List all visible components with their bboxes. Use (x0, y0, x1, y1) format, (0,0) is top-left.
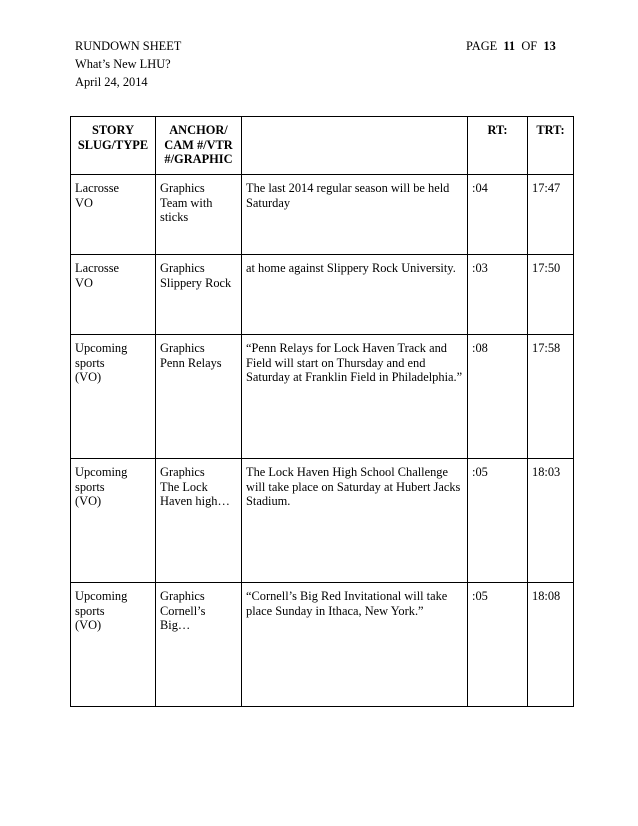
show-name: What’s New LHU? (75, 57, 171, 71)
page-of: OF (521, 39, 538, 53)
header-copy (242, 117, 468, 175)
table-row (71, 255, 574, 335)
page-current: 11 (503, 39, 516, 53)
table-row (71, 335, 574, 459)
cell-copy: The last 2014 regular season will be held Saturday (242, 175, 468, 255)
cell-slug (71, 255, 156, 335)
cell-slug (71, 583, 156, 707)
slug-line: Upcoming (75, 341, 128, 355)
cell-trt: 17:58 (528, 335, 574, 459)
cell-trt: 17:47 (528, 175, 574, 255)
slug-line: Lacrosse (75, 181, 120, 195)
cell-rt: :04 (468, 175, 528, 255)
cell-anchor (156, 255, 242, 335)
anchor-line: Haven high… (160, 494, 230, 508)
cell-anchor (156, 335, 242, 459)
cell-copy: “Penn Relays for Lock Haven Track and Field will start on Thursday and end Saturday at Franklin Field in Philadelphia.” (242, 335, 468, 459)
cell-slug (71, 335, 156, 459)
page-label: PAGE (466, 39, 498, 53)
header-trt: TRT: (528, 117, 574, 175)
slug-line: VO (75, 195, 93, 210)
rundown-table (70, 116, 574, 707)
cell-slug (71, 459, 156, 583)
cell-copy: at home against Slippery Rock University. (242, 255, 468, 335)
slug-line: (VO) (75, 618, 102, 632)
header-story-slug (71, 117, 156, 175)
cell-rt: :05 (468, 459, 528, 583)
cell-trt: 17:50 (528, 255, 574, 335)
slug-line: Upcoming (75, 465, 128, 479)
slug-line: (VO) (75, 370, 102, 384)
cell-anchor (156, 175, 242, 255)
cell-copy: The Lock Haven High School Challenge will take place on Saturday at Hubert Jacks Stadium. (242, 459, 468, 583)
slug-line: Upcoming (75, 589, 128, 603)
anchor-line: Graphics (160, 465, 205, 479)
cell-trt: 18:03 (528, 459, 574, 583)
table-row (71, 459, 574, 583)
anchor-line: Cornell’s (160, 603, 206, 618)
page-total: 13 (543, 39, 556, 53)
header-rt: RT: (468, 117, 528, 175)
header-anchor (156, 117, 242, 175)
cell-rt: :08 (468, 335, 528, 459)
cell-rt: :03 (468, 255, 528, 335)
header-anchor-line: CAM #/VTR (164, 137, 233, 152)
table-row (71, 175, 574, 255)
anchor-line: Team with (160, 195, 213, 210)
table-header-row (71, 117, 574, 175)
slug-line: (VO) (75, 494, 102, 508)
slug-line: VO (75, 275, 93, 290)
anchor-line: The Lock (160, 479, 208, 494)
slug-line: sports (75, 603, 105, 618)
anchor-line: Graphics (160, 261, 205, 275)
anchor-line: Penn Relays (160, 355, 222, 370)
header-anchor-line: ANCHOR/ (169, 123, 228, 137)
cell-anchor (156, 583, 242, 707)
header-story-line: STORY (91, 123, 135, 137)
cell-rt: :05 (468, 583, 528, 707)
slug-line: sports (75, 355, 105, 370)
anchor-line: Slippery Rock (160, 275, 232, 290)
anchor-line: Big… (160, 618, 191, 632)
slug-line: sports (75, 479, 105, 494)
cell-slug (71, 175, 156, 255)
cell-anchor (156, 459, 242, 583)
anchor-line: Graphics (160, 341, 205, 355)
anchor-line: sticks (160, 210, 189, 224)
anchor-line: Graphics (160, 589, 205, 603)
show-date: April 24, 2014 (75, 75, 148, 89)
sheet-title: RUNDOWN SHEET (75, 39, 182, 53)
table-row (71, 583, 574, 707)
cell-copy: “Cornell’s Big Red Invitational will take place Sunday in Ithaca, New York.” (242, 583, 468, 707)
anchor-line: Graphics (160, 181, 205, 195)
cell-trt: 18:08 (528, 583, 574, 707)
slug-line: Lacrosse (75, 261, 120, 275)
page-indicator (466, 37, 556, 55)
header-story-line: SLUG/TYPE (77, 137, 149, 152)
header-anchor-line: #/GRAPHIC (164, 152, 233, 166)
